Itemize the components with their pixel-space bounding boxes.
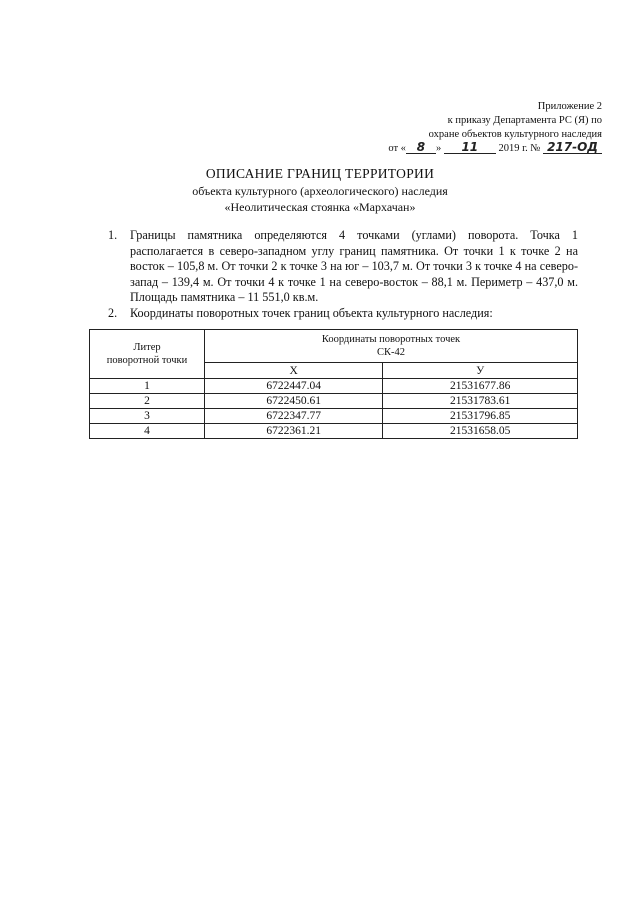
header-coords-line2: СК-42 bbox=[376, 347, 405, 358]
table-row bbox=[90, 394, 578, 409]
date-year: 2019 г. № bbox=[498, 143, 541, 154]
order-number: 217-ОД bbox=[543, 142, 602, 154]
cell-x: 6722347.77 bbox=[205, 409, 383, 424]
appendix-date-line bbox=[362, 142, 602, 156]
date-day-close: » bbox=[435, 143, 442, 154]
document-subtitle: объекта культурного (археологического) наследия bbox=[192, 184, 448, 198]
header-point-line2: поворотной точки bbox=[106, 355, 188, 366]
header-point-letter bbox=[90, 330, 205, 379]
list-item bbox=[108, 306, 578, 322]
date-prefix: от « bbox=[388, 143, 406, 154]
header-y: У bbox=[383, 363, 578, 379]
cell-y: 21531783.61 bbox=[383, 394, 578, 409]
document-title: ОПИСАНИЕ ГРАНИЦ ТЕРРИТОРИИ bbox=[205, 166, 435, 181]
list-item-number: 2. bbox=[108, 305, 118, 320]
cell-point: 2 bbox=[90, 394, 205, 409]
list-item-text: Границы памятника определяются 4 точками (углами) поворота. Точка 1 располагается в северо-западном углу границ памятника. От точки 1 к точке 2 на восток – 105,8 м. От точки 2 к точке 3 на юг – 103,7 м. От точки 3 к точке 4 на северо-запад – 139,4 м. От точки 4 к точке 1 на северо-восток – 88,1 м. Периметр – 437,0 м. Площадь памятника – 11 551,0 кв.м. bbox=[130, 228, 578, 305]
list-item bbox=[108, 228, 578, 306]
header-x: X bbox=[205, 363, 383, 379]
cell-point: 1 bbox=[90, 379, 205, 394]
appendix-block bbox=[362, 100, 602, 156]
table-row bbox=[90, 379, 578, 394]
header-coordinates bbox=[205, 330, 578, 363]
body-text bbox=[108, 228, 578, 322]
cell-y: 21531658.05 bbox=[383, 424, 578, 439]
monument-name: «Неолитическая стоянка «Мархачан» bbox=[224, 200, 416, 214]
date-month: 11 bbox=[444, 142, 496, 154]
cell-x: 6722361.21 bbox=[205, 424, 383, 439]
appendix-department: охране объектов культурного наследия bbox=[428, 129, 602, 140]
title-block bbox=[0, 165, 640, 215]
appendix-title: Приложение 2 bbox=[537, 101, 602, 112]
date-day: 8 bbox=[406, 142, 436, 154]
table-row bbox=[90, 424, 578, 439]
cell-y: 21531796.85 bbox=[383, 409, 578, 424]
cell-point: 3 bbox=[90, 409, 205, 424]
table-row bbox=[90, 409, 578, 424]
coordinates-table bbox=[89, 329, 578, 439]
cell-point: 4 bbox=[90, 424, 205, 439]
cell-x: 6722450.61 bbox=[205, 394, 383, 409]
header-coords-line1: Координаты поворотных точек bbox=[321, 334, 461, 345]
cell-y: 21531677.86 bbox=[383, 379, 578, 394]
header-point-line1: Литер bbox=[133, 342, 161, 353]
list-item-number: 1. bbox=[108, 228, 118, 242]
cell-x: 6722447.04 bbox=[205, 379, 383, 394]
appendix-order-ref: к приказу Департамента РС (Я) по bbox=[447, 115, 602, 126]
list-item-text: Координаты поворотных точек границ объекта культурного наследия: bbox=[130, 305, 493, 320]
